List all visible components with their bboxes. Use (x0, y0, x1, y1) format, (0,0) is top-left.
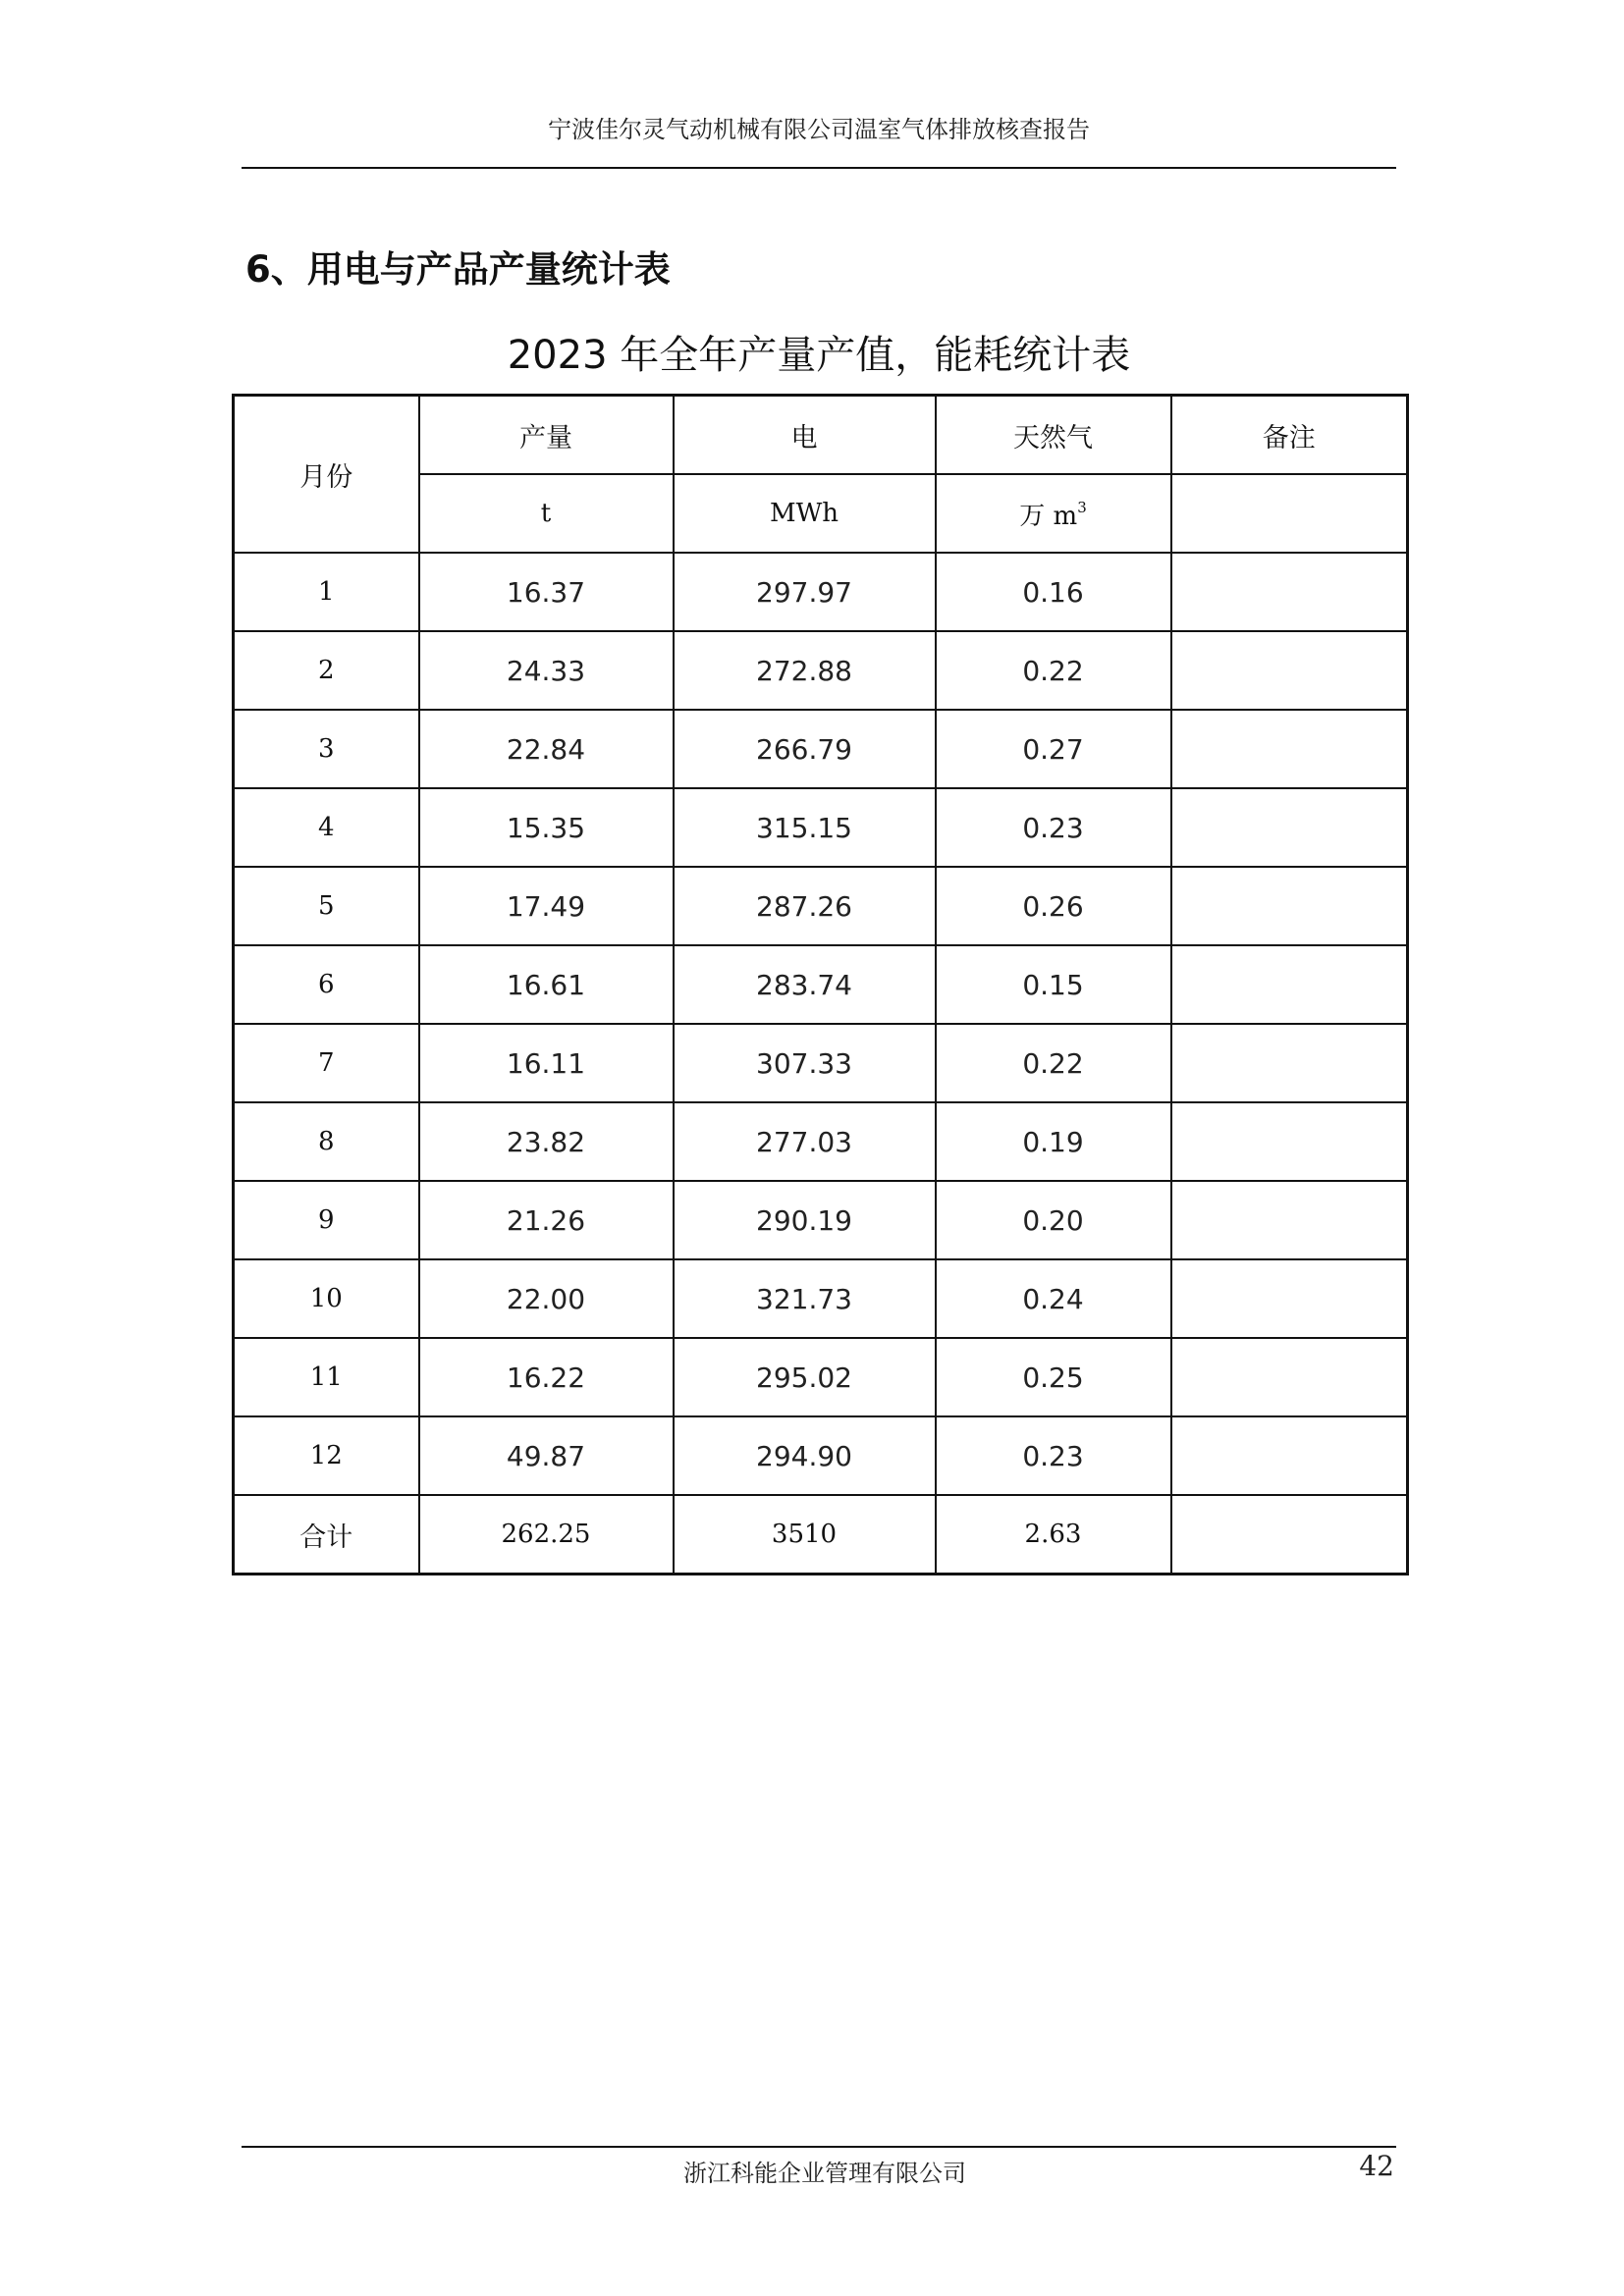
total-label: 合计 (234, 1495, 419, 1575)
header-month: 月份 (234, 396, 419, 554)
cell-output: 49.87 (419, 1416, 674, 1495)
cell-remark (1171, 553, 1408, 631)
cell-output: 22.00 (419, 1259, 674, 1338)
statistics-table (232, 394, 1409, 1575)
header-row (234, 396, 1408, 475)
cell-output: 21.26 (419, 1181, 674, 1259)
cell-gas: 0.22 (936, 631, 1171, 710)
table-row (234, 1338, 1408, 1416)
cell-month: 3 (234, 710, 419, 788)
cell-gas: 0.23 (936, 788, 1171, 867)
cell-electricity: 277.03 (674, 1102, 936, 1181)
cell-electricity: 272.88 (674, 631, 936, 710)
table-row (234, 1024, 1408, 1102)
cell-gas: 0.16 (936, 553, 1171, 631)
cell-electricity: 294.90 (674, 1416, 936, 1495)
footer-company: 浙江科能企业管理有限公司 (683, 2160, 966, 2187)
table-row (234, 1416, 1408, 1495)
cell-month: 4 (234, 788, 419, 867)
cell-electricity: 283.74 (674, 945, 936, 1024)
header-gas: 天然气 (936, 396, 1171, 475)
cell-remark (1171, 631, 1408, 710)
page-number: 42 (1359, 2150, 1394, 2182)
cell-gas: 0.24 (936, 1259, 1171, 1338)
cell-electricity: 315.15 (674, 788, 936, 867)
cell-electricity: 295.02 (674, 1338, 936, 1416)
cell-remark (1171, 1102, 1408, 1181)
table-row (234, 788, 1408, 867)
table-row (234, 945, 1408, 1024)
cell-remark (1171, 1181, 1408, 1259)
table-row (234, 553, 1408, 631)
cell-output: 22.84 (419, 710, 674, 788)
cell-month: 8 (234, 1102, 419, 1181)
cell-gas: 0.19 (936, 1102, 1171, 1181)
cell-electricity: 307.33 (674, 1024, 936, 1102)
table-row (234, 1102, 1408, 1181)
cell-remark (1171, 1024, 1408, 1102)
cell-output: 16.37 (419, 553, 674, 631)
header-electricity: 电 (674, 396, 936, 475)
cell-output: 17.49 (419, 867, 674, 945)
cell-remark (1171, 1338, 1408, 1416)
cell-gas: 0.23 (936, 1416, 1171, 1495)
table-row (234, 1259, 1408, 1338)
cell-remark (1171, 1416, 1408, 1495)
cell-month: 12 (234, 1416, 419, 1495)
cell-gas: 0.27 (936, 710, 1171, 788)
unit-gas (936, 474, 1171, 553)
table-body (234, 396, 1408, 1575)
cell-output: 16.22 (419, 1338, 674, 1416)
cell-month: 7 (234, 1024, 419, 1102)
cell-remark (1171, 788, 1408, 867)
cell-remark (1171, 710, 1408, 788)
page-header-title: 宁波佳尔灵气动机械有限公司温室气体排放核查报告 (548, 116, 1090, 143)
cell-month: 2 (234, 631, 419, 710)
unit-gas-base: 万 m (1019, 501, 1078, 531)
cell-output: 24.33 (419, 631, 674, 710)
cell-electricity: 287.26 (674, 867, 936, 945)
table-row (234, 867, 1408, 945)
header-remark: 备注 (1171, 396, 1408, 475)
cell-remark (1171, 867, 1408, 945)
cell-electricity: 297.97 (674, 553, 936, 631)
unit-output: t (419, 474, 674, 553)
cell-gas: 0.26 (936, 867, 1171, 945)
cell-remark (1171, 1259, 1408, 1338)
header-divider (242, 167, 1396, 169)
table-title: 2023 年全年产量产值，能耗统计表 (507, 333, 1131, 378)
cell-remark (1171, 945, 1408, 1024)
total-electricity: 3510 (674, 1495, 936, 1575)
cell-month: 1 (234, 553, 419, 631)
unit-gas-superscript: 3 (1077, 498, 1087, 516)
cell-gas: 0.22 (936, 1024, 1171, 1102)
unit-electricity: MWh (674, 474, 936, 553)
cell-output: 15.35 (419, 788, 674, 867)
footer-divider (242, 2146, 1396, 2148)
cell-month: 5 (234, 867, 419, 945)
cell-month: 10 (234, 1259, 419, 1338)
unit-remark (1171, 474, 1408, 553)
total-gas: 2.63 (936, 1495, 1171, 1575)
header-output: 产量 (419, 396, 674, 475)
cell-output: 16.61 (419, 945, 674, 1024)
total-output: 262.25 (419, 1495, 674, 1575)
cell-electricity: 321.73 (674, 1259, 936, 1338)
cell-month: 11 (234, 1338, 419, 1416)
cell-gas: 0.15 (936, 945, 1171, 1024)
cell-electricity: 266.79 (674, 710, 936, 788)
table-row (234, 710, 1408, 788)
total-remark (1171, 1495, 1408, 1575)
total-row (234, 1495, 1408, 1575)
section-title: 6、用电与产品产量统计表 (245, 248, 671, 291)
cell-month: 9 (234, 1181, 419, 1259)
cell-month: 6 (234, 945, 419, 1024)
cell-electricity: 290.19 (674, 1181, 936, 1259)
cell-gas: 0.25 (936, 1338, 1171, 1416)
cell-output: 16.11 (419, 1024, 674, 1102)
table-row (234, 1181, 1408, 1259)
cell-gas: 0.20 (936, 1181, 1171, 1259)
table-row (234, 631, 1408, 710)
cell-output: 23.82 (419, 1102, 674, 1181)
